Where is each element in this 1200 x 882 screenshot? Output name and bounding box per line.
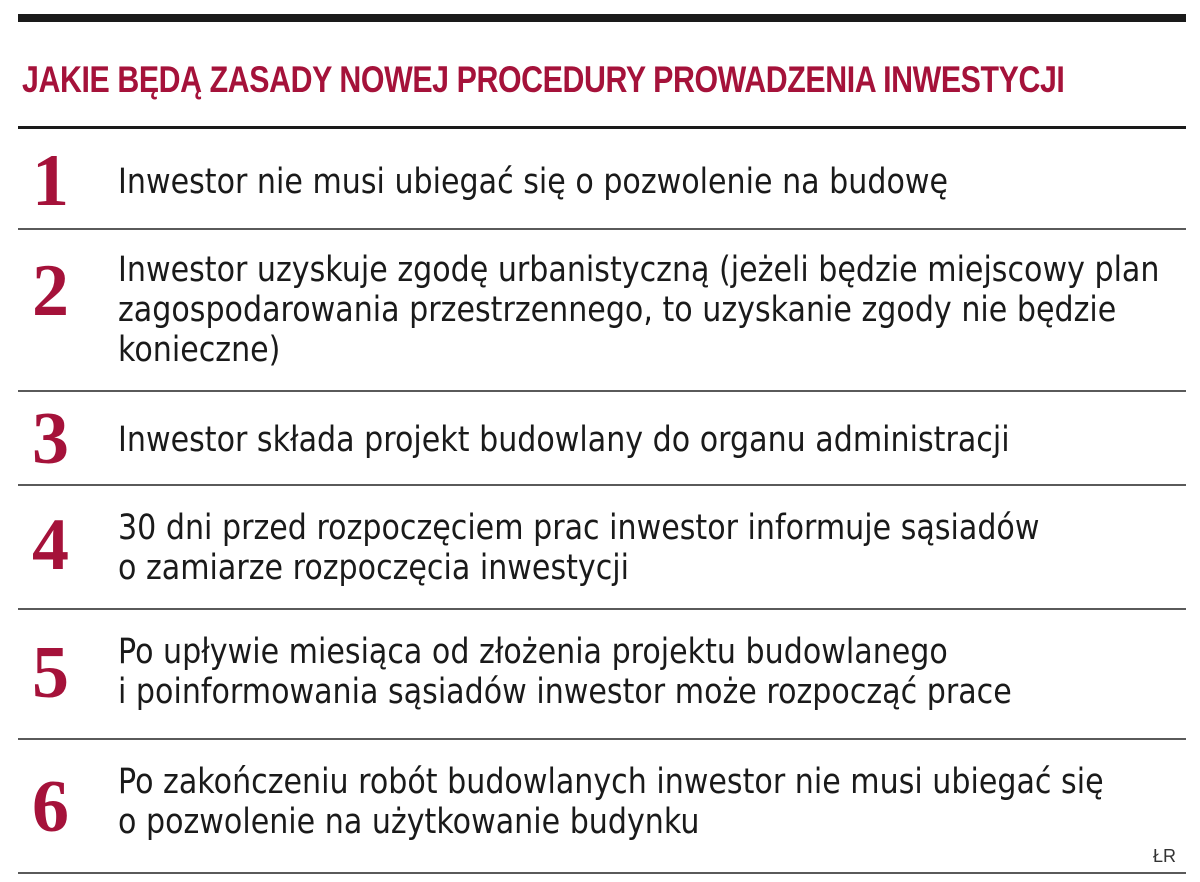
list-item-step-1 [18, 136, 1186, 226]
step-text-line: o pozwolenie na użytkowanie budynku [118, 802, 700, 842]
top-rule [18, 14, 1186, 22]
step-text-line: Po zakończeniu robót budowlanych inwestor nie musi ubiegać się [118, 762, 1104, 802]
step-text-line: zagospodarowania przestrzennego, to uzyskanie zgody nie będzie [118, 290, 1117, 330]
step-text-line: konieczne) [118, 330, 281, 370]
list-item-step-3 [18, 392, 1186, 482]
author-credit: ŁR [1152, 846, 1176, 866]
step-number: 1 [32, 140, 69, 222]
list-item-step-5 [18, 610, 1186, 736]
step-text [118, 762, 1150, 842]
step-text-line: Inwestor uzyskuje zgodę urbanistyczną (jeżeli będzie miejscowy plan [118, 250, 1160, 290]
list-item-step-4 [18, 486, 1186, 606]
list-item-step-6 [18, 740, 1186, 864]
step-text-line: Inwestor składa projekt budowlany do organu administracji [118, 420, 1010, 460]
page-title: JAKIE BĘDĄ ZASADY NOWEJ PROCEDURY PROWADZENIA INWESTYCJI [22, 59, 1065, 100]
step-number: 4 [32, 504, 69, 586]
title-rule [18, 126, 1186, 129]
step-text [118, 250, 1160, 370]
step-text-line: Inwestor nie musi ubiegać się o pozwolenie na budowę [118, 162, 949, 202]
step-text [118, 162, 1150, 202]
step-text-line: Po upływie miesiąca od złożenia projektu budowlanego [118, 632, 948, 672]
step-number: 3 [32, 398, 69, 480]
step-text-line: o zamiarze rozpoczęcia inwestycji [118, 548, 630, 588]
list-item-step-2 [18, 230, 1186, 388]
step-number: 2 [32, 250, 69, 332]
step-text-line: i poinformowania sąsiadów inwestor może rozpocząć prace [118, 672, 1012, 712]
step-text-line: 30 dni przed rozpoczęciem prac inwestor informuje sąsiadów [118, 508, 1040, 548]
step-text [118, 632, 1150, 712]
step-number: 6 [32, 766, 69, 848]
step-text [118, 508, 1150, 588]
bottom-rule [18, 872, 1186, 874]
step-number: 5 [32, 632, 69, 714]
step-text [118, 420, 1150, 460]
